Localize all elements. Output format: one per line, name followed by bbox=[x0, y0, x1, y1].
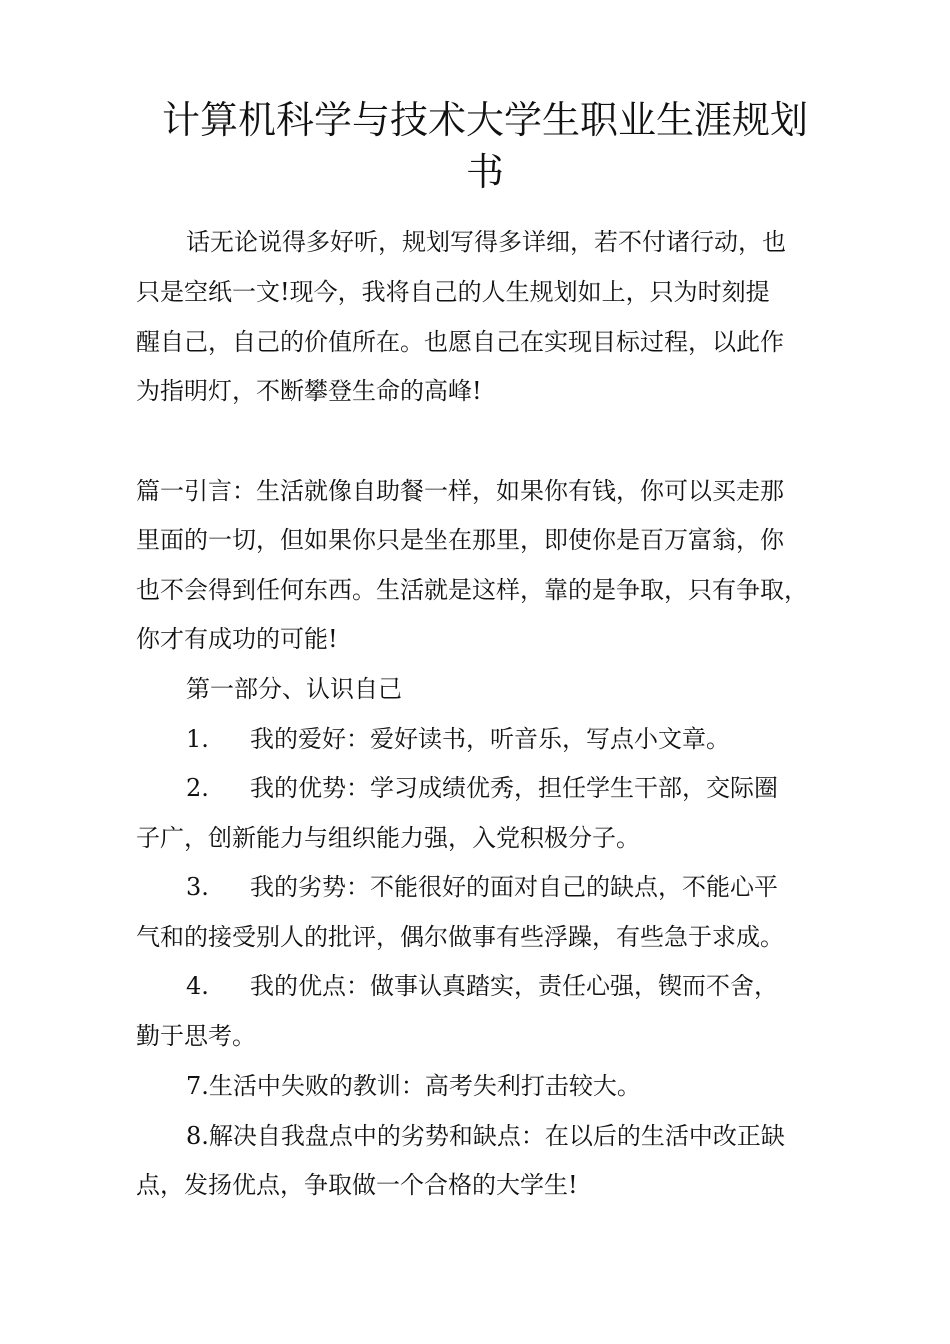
item-continuation: 勤于思考。 bbox=[136, 1022, 256, 1050]
list-item bbox=[186, 770, 836, 806]
item-text: 我的劣势：不能很好的面对自己的缺点，不能心平 bbox=[250, 873, 778, 901]
list-item bbox=[186, 869, 836, 905]
preface-line-3: 也不会得到任何东西。生活就是这样，靠的是争取，只有争取， bbox=[136, 576, 808, 604]
item-number: 2. bbox=[186, 774, 209, 802]
resolve-line-1: 8.解决自我盘点中的劣势和缺点：在以后的生活中改正缺 bbox=[186, 1122, 785, 1150]
document-title-line-2: 书 bbox=[465, 150, 504, 194]
item-number: 1. bbox=[186, 725, 209, 753]
item-text: 我的优点：做事认真踏实，责任心强，锲而不舍， bbox=[250, 972, 778, 1000]
item-number: 4. bbox=[186, 972, 209, 1000]
section-heading: 第一部分、认识自己 bbox=[186, 675, 402, 703]
preface-line-2: 里面的一切，但如果你只是坐在那里，即使你是百万富翁，你 bbox=[136, 526, 784, 554]
intro-line-2: 只是空纸一文!现今，我将自己的人生规划如上，只为时刻提 bbox=[136, 278, 770, 306]
intro-line-1: 话无论说得多好听，规划写得多详细，若不付诸行动，也 bbox=[186, 228, 786, 256]
intro-line-4: 为指明灯，不断攀登生命的高峰! bbox=[136, 377, 482, 405]
list-item bbox=[186, 968, 836, 1004]
intro-line-3: 醒自己，自己的价值所在。也愿自己在实现目标过程，以此作 bbox=[136, 328, 784, 356]
document-title-line-1: 计算机科学与技术大学生职业生涯规划 bbox=[161, 98, 808, 142]
list-item bbox=[186, 721, 836, 757]
item-continuation: 子广，创新能力与组织能力强，入党积极分子。 bbox=[136, 824, 640, 852]
item-number: 3. bbox=[186, 873, 209, 901]
preface-line-1: 篇一引言：生活就像自助餐一样，如果你有钱，你可以买走那 bbox=[136, 477, 784, 505]
resolve-line-2: 点，发扬优点，争取做一个合格的大学生! bbox=[136, 1171, 578, 1199]
item-text: 我的爱好：爱好读书，听音乐，写点小文章。 bbox=[250, 725, 730, 753]
item-text: 我的优势：学习成绩优秀，担任学生干部，交际圈 bbox=[250, 774, 778, 802]
preface-line-4: 你才有成功的可能! bbox=[136, 625, 338, 653]
item-continuation: 气和的接受别人的批评，偶尔做事有些浮躁，有些急于求成。 bbox=[136, 923, 784, 951]
lesson-line: 7.生活中失败的教训：高考失利打击较大。 bbox=[186, 1072, 641, 1100]
